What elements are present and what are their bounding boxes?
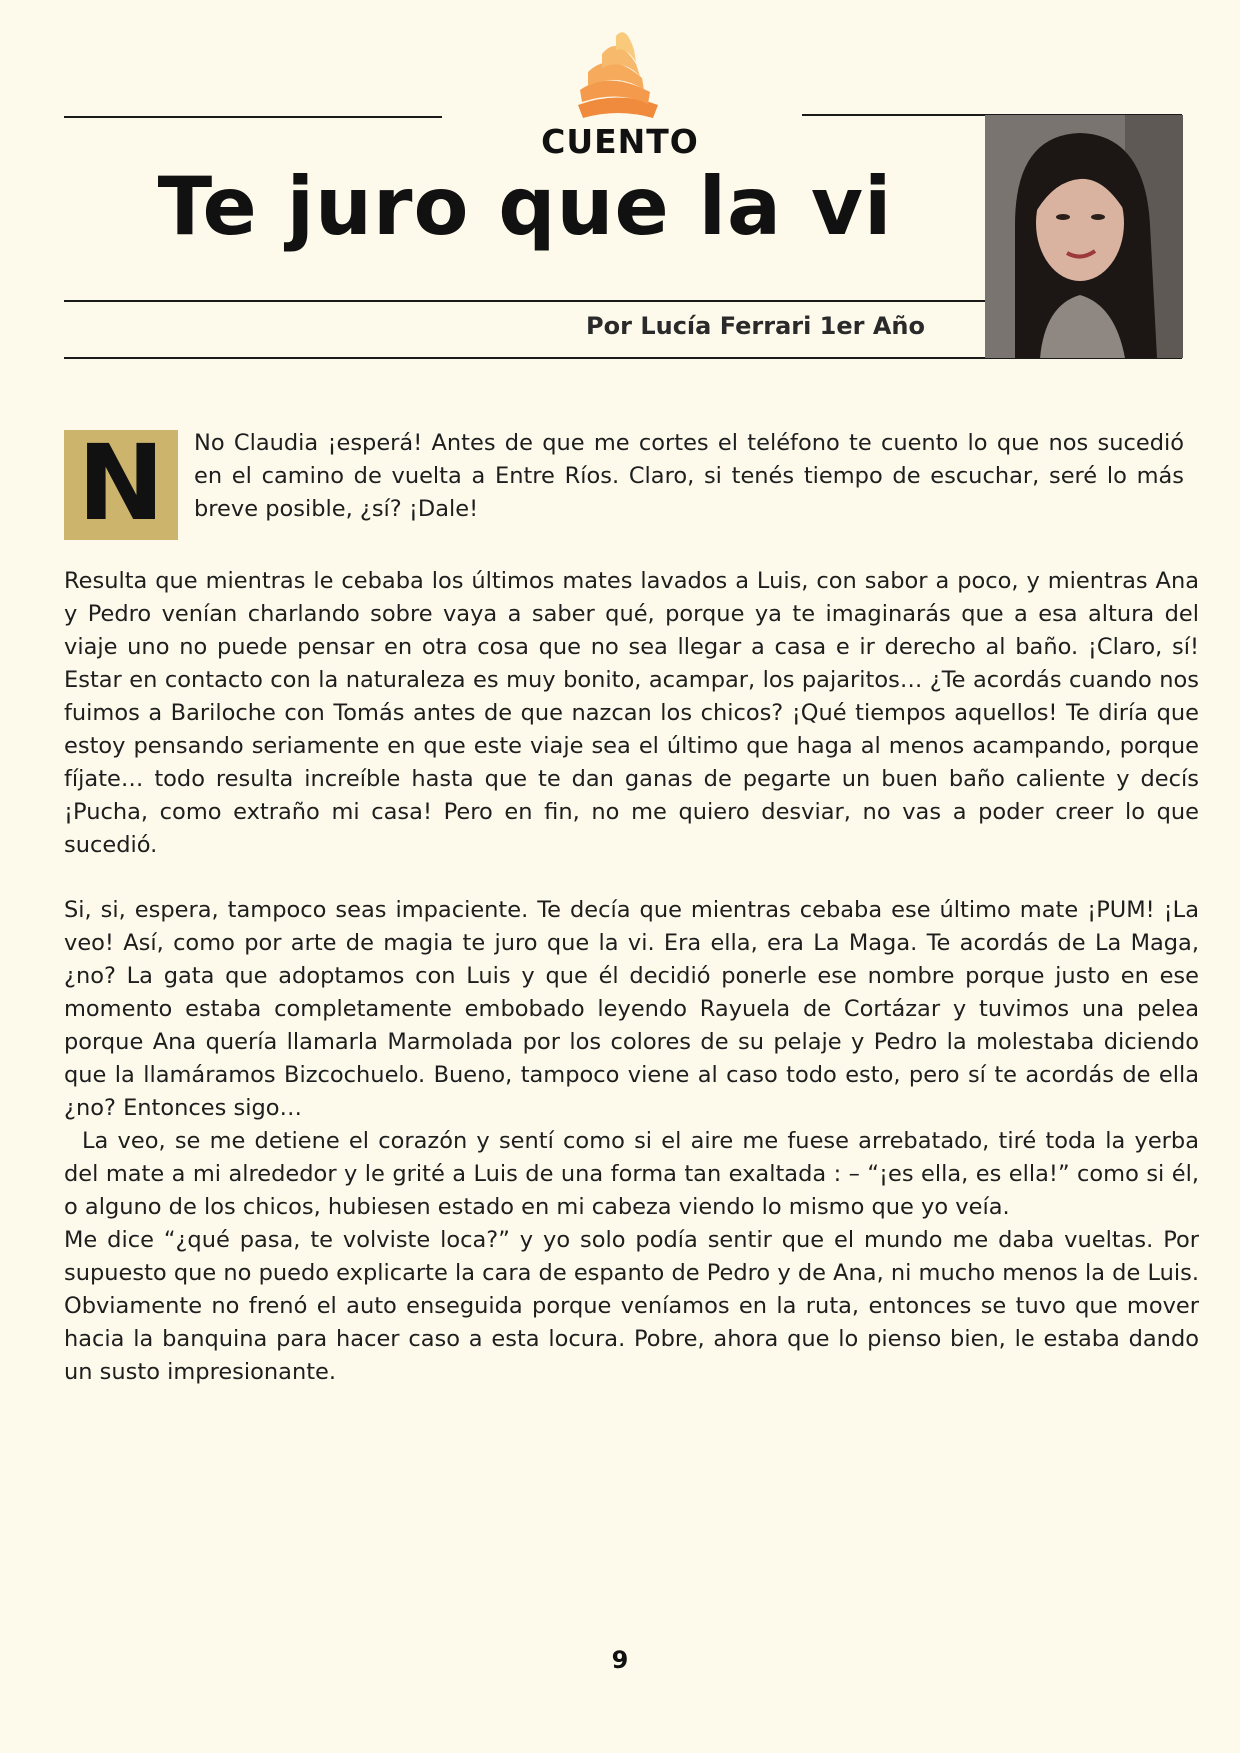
paragraph-3: La veo, se me detiene el corazón y sentí como si el aire me fuese arrebatado, tiré toda la yerba del mate a mi alrededor y le grité a Luis de una forma tan exaltada : – “¡es ella, es ella!” como si él, o alguno de los chicos, hubiesen estado en mi cabeza viendo lo mismo que yo veía. — [64, 1128, 1199, 1220]
intro-paragraph: No Claudia ¡esperá! Antes de que me cortes el teléfono te cuento lo que nos sucedió en el camino de vuelta a Entre Ríos. Claro, si tenés tiempo de escuchar, seré lo más breve posible, ¿sí? ¡Dale! — [194, 430, 1184, 522]
section-label: CUENTO — [541, 122, 699, 161]
paragraph-4: Me dice “¿qué pasa, te volviste loca?” y yo solo podía sentir que el mundo me daba vueltas. Por supuesto que no puedo explicarte la cara de espanto de Pedro y de Ana, ni mucho menos la de Luis. Obviamente no frenó el auto enseguida porque veníamos en la ruta, entonces se tuvo que mover hacia la banquina para hacer caso a esta locura. Pobre, ahora que lo pienso bien, le estaba dando un susto impresionante. — [64, 1227, 1199, 1385]
article-body — [64, 565, 1199, 1389]
author-byline: Por Lucía Ferrari 1er Año — [586, 312, 925, 340]
drop-cap-letter: N — [77, 422, 165, 544]
paragraph-2: Si, si, espera, tampoco seas impaciente. Te decía que mientras cebaba ese último mate ¡PUM! ¡La veo! Así, como por arte de magia te juro que la vi. Era ella, era La Maga. Te acordás de La Maga, ¿no? La gata que adoptamos con Luis y que él decidió ponerle ese nombre porque justo en ese momento estaba completamente embobado leyendo Rayuela de Cortázar y tuvimos una pelea porque Ana quería llamarla Marmolada por los colores de su pelaje y Pedro la molestaba diciendo que la llamáramos Bizcochuelo. Bueno, tampoco viene al caso todo esto, pero sí te acordás de ella ¿no? Entonces sigo… — [64, 897, 1199, 1121]
header-rule-middle — [64, 300, 986, 302]
author-photo — [985, 115, 1183, 358]
header-rule-top-left — [64, 116, 442, 118]
drop-cap — [64, 422, 178, 544]
paragraph-1: Resulta que mientras le cebaba los últimos mates lavados a Luis, con sabor a poco, y mientras Ana y Pedro venían charlando sobre vaya a saber qué, porque ya te imaginarás que a esa altura del viaje uno no puede pensar en otra cosa que no sea llegar a casa e ir derecho al baño. ¡Claro, sí! Estar en contacto con la naturaleza es muy bonito, acampar, los pajaritos… ¿Te acordás cuando nos fuimos a Bariloche con Tomás antes de que nazcan los chicos? ¡Qué tiempos aquellos! Te diría que estoy pensando seriamente en que este viaje sea el último que haga al menos acampando, porque fíjate… todo resulta increíble hasta que te dan ganas de pegarte un buen baño caliente y decís ¡Pucha, como extraño mi casa! Pero en fin, no me quiero desviar, no vas a poder creer lo que sucedió. — [64, 568, 1199, 858]
page-number: 9 — [611, 1646, 629, 1674]
orange-wing-logo-icon — [558, 20, 678, 120]
article-title: Te juro que la vi — [157, 160, 893, 253]
